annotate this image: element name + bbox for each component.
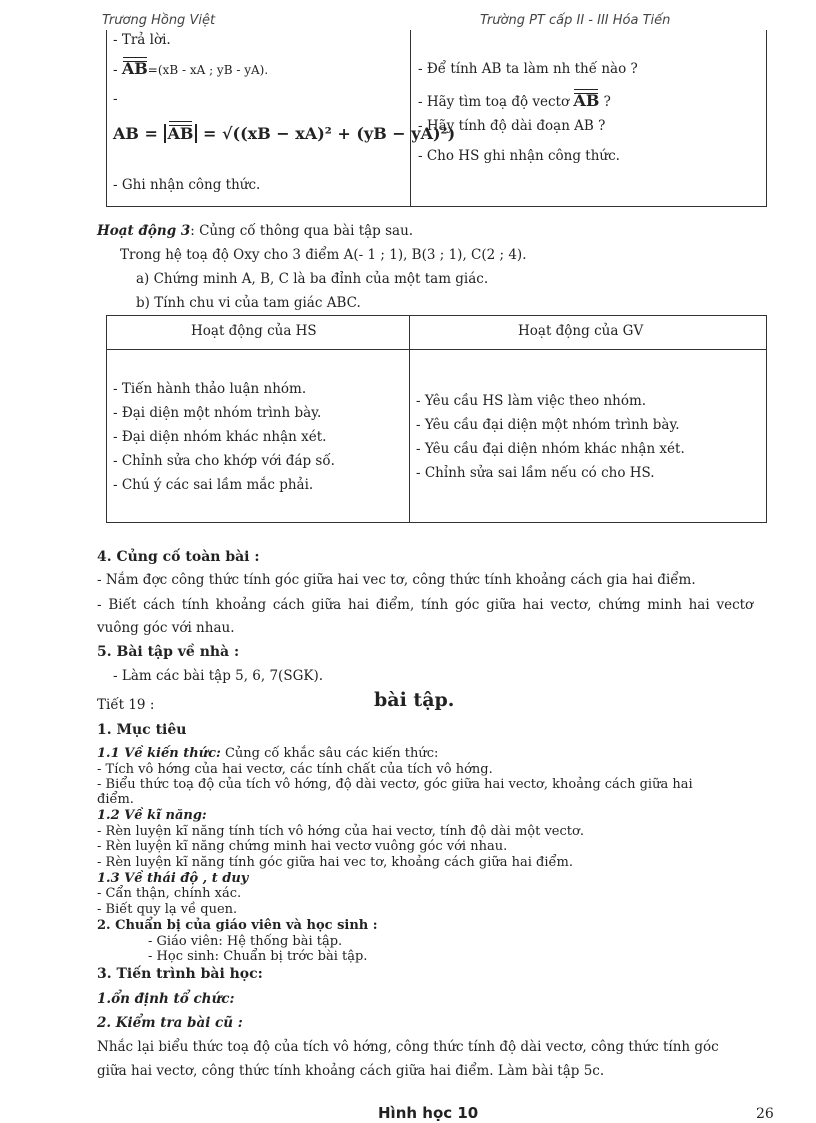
list-item: - Tiến hành thảo luận nhóm. [113, 381, 307, 397]
vector-ab-symbol: AB [121, 59, 148, 78]
prep-teacher: - Giáo viên: Hệ thống bài tập. [148, 934, 343, 949]
list-item: - Đại diện nhóm khác nhận xét. [113, 429, 327, 445]
knowledge-1: - Tích vô hớng của hai vectơ, các tính chất của tích vô hớng. [97, 762, 493, 777]
list-item: - Đại diện một nhóm trình bày. [113, 405, 322, 421]
t1-right-line3: - Hãy tính độ dài đoạn AB ? [418, 118, 606, 134]
list-item: - Yêu cầu đại diện nhóm khác nhận xét. [416, 441, 685, 457]
section4-title: 4. Củng cố toàn bài : [97, 549, 260, 565]
skills-3: - Rèn luyện kĩ năng tính góc giữa hai vec tơ, khoảng cách giữa hai điểm. [97, 855, 573, 870]
list-item: - Chỉnh sửa cho khớp với đáp số. [113, 453, 335, 469]
page-number: 26 [756, 1106, 774, 1122]
section5-title: 5. Bài tập về nhà : [97, 644, 240, 660]
section4-line3: vuông góc với nhau. [97, 620, 235, 636]
list-item: - Yêu cầu HS làm việc theo nhóm. [416, 393, 647, 409]
activity3-heading: Hoạt động 3: Củng cố thông qua bài tập sau. [97, 223, 414, 239]
table2-header-hs: Hoạt động của HS [191, 323, 317, 339]
t1-left-vector-def: - AB=(xB - xA ; yB - yA). [113, 59, 269, 78]
vector-ab-abs: AB [167, 124, 194, 143]
gv-activity-list [416, 389, 685, 485]
header-author: Trương Hồng Việt [102, 13, 216, 28]
prep-title: 2. Chuẩn bị của giáo viên và học sinh : [97, 918, 378, 933]
skills-heading: 1.2 Về kĩ năng: [97, 808, 207, 823]
table1-bottom-border [106, 206, 767, 207]
attitude-heading: 1.3 Về thái độ , t duy [97, 871, 249, 886]
t1-left-last: - Ghi nhận công thức. [113, 177, 261, 193]
process-step2: 2. Kiểm tra bài cũ : [97, 1015, 243, 1031]
table1-divider [410, 30, 411, 207]
process-step1: 1.ổn định tổ chức: [97, 991, 235, 1007]
table2-header-rule [106, 349, 767, 350]
prep-student: - Học sinh: Chuẩn bị trớc bài tập. [148, 949, 368, 964]
skills-2: - Rèn luyện kĩ năng chứng minh hai vectơ vuông góc với nhau. [97, 839, 508, 854]
t1-left-dash: - [113, 91, 118, 107]
list-item: - Chỉnh sửa sai lầm nếu có cho HS. [416, 465, 655, 481]
footer-subject: Hình học 10 [378, 1104, 479, 1122]
t1-right-line4: - Cho HS ghi nhận công thức. [418, 148, 620, 164]
t1-left-line1: - Trả lời. [113, 32, 171, 48]
lesson-period: Tiết 19 : [97, 697, 155, 713]
table1-left-border [106, 30, 107, 207]
distance-formula: AB = AB = √((xB − xA)² + (yB − yA)²) [113, 124, 456, 143]
table1-right-border [766, 30, 767, 207]
objectives-title: 1. Mục tiêu [97, 722, 187, 738]
process-para2: giữa hai vectơ, công thức tính khoảng cách giữa hai điểm. Làm bài tập 5c. [97, 1063, 605, 1079]
activity3-label: Hoạt động 3 [97, 223, 191, 239]
section4-line1: - Nắm đợc công thức tính góc giữa hai vec tơ, công thức tính khoảng cách gia hai điểm. [97, 572, 696, 588]
knowledge-heading: 1.1 Về kiến thức: Củng cố khắc sâu các kiến thức: [97, 746, 439, 761]
hs-activity-list [113, 377, 335, 497]
section5-line1: - Làm các bài tập 5, 6, 7(SGK). [113, 668, 324, 684]
knowledge-2b: điểm. [97, 792, 134, 807]
list-item: - Chú ý các sai lầm mắc phải. [113, 477, 314, 493]
t1-right-line1: - Để tính AB ta làm nh thế nào ? [418, 61, 638, 77]
lesson-title: bài tập. [374, 689, 455, 711]
attitude-2: - Biết quy lạ về quen. [97, 902, 238, 917]
header-school: Trường PT cấp II - III Hóa Tiến [480, 13, 671, 28]
activity3-part-a: a) Chứng minh A, B, C là ba đỉnh của một tam giác. [136, 271, 489, 287]
skills-1: - Rèn luyện kĩ năng tính tích vô hớng của hai vectơ, tính độ dài một vectơ. [97, 824, 584, 839]
activity3-part-b: b) Tính chu vi của tam giác ABC. [136, 295, 361, 311]
table2-divider [409, 315, 410, 523]
activity3-problem: Trong hệ toạ độ Oxy cho 3 điểm A(- 1 ; 1), B(3 ; 1), C(2 ; 4). [120, 247, 527, 263]
vector-ab-question: AB [573, 91, 600, 110]
table2-header-gv: Hoạt động của GV [518, 323, 644, 339]
section4-line2: - Biết cách tính khoảng cách giữa hai điểm, tính góc giữa hai vectơ, chứng minh hai vectơ [97, 597, 754, 613]
list-item: - Yêu cầu đại diện một nhóm trình bày. [416, 417, 680, 433]
t1-right-line2: - Hãy tìm toạ độ vectơ AB ? [418, 91, 611, 110]
process-para1: Nhắc lại biểu thức toạ độ của tích vô hớng, công thức tính độ dài vectơ, công thức tính góc [97, 1039, 719, 1055]
attitude-1: - Cẩn thận, chính xác. [97, 886, 242, 901]
process-title: 3. Tiến trình bài học: [97, 966, 263, 982]
knowledge-2: - Biểu thức toạ độ của tích vô hớng, độ dài vectơ, góc giữa hai vectơ, khoảng cách giữa hai [97, 777, 693, 792]
